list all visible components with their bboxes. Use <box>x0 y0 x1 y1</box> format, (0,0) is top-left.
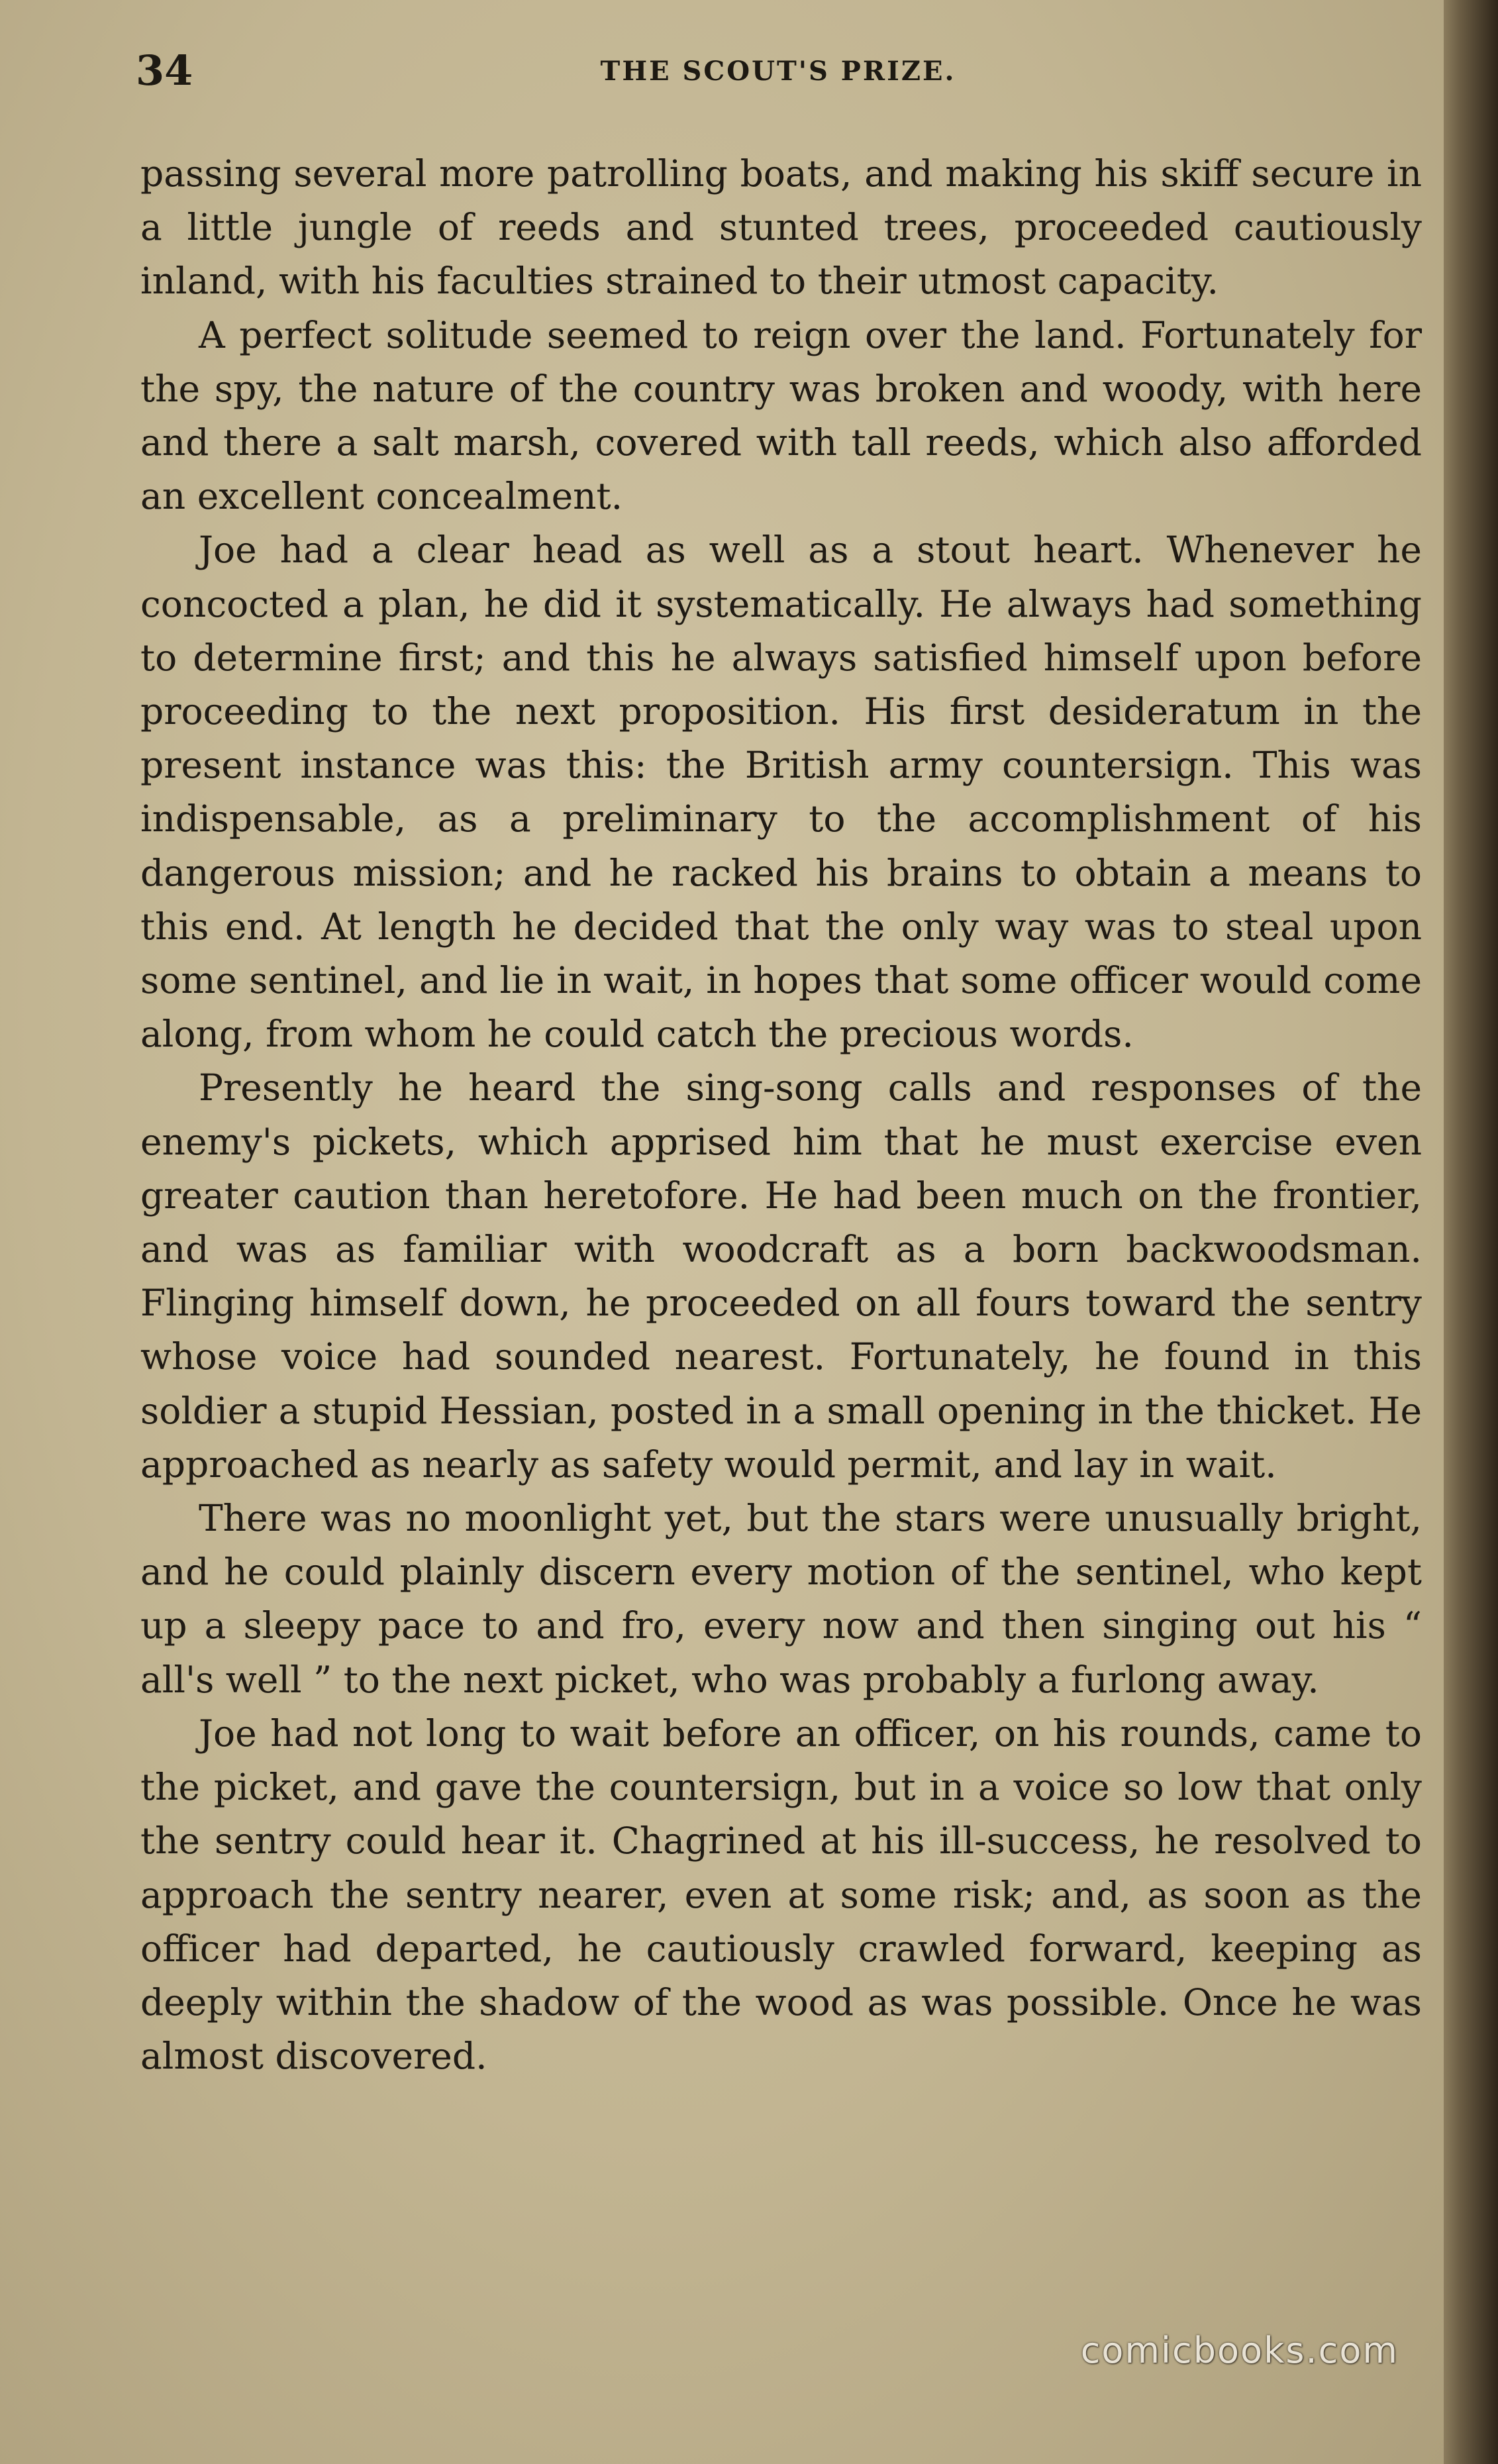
paragraph-6: Joe had not long to wait before an officer, on his rounds, came to the picket, and gave the countersign, but in a voice so low that only the sentry could hear it. Chagrined at his ill-success, he resolved to approach the sentry nearer, even at some risk; and, as soon as the officer had departed, he cautiously crawled forward, keeping as deeply within the shadow of the wood as was possible. Once he was almost discovered. <box>140 1712 1422 2078</box>
paragraph-1: passing several more patrolling boats, and making his skiff secure in a little jungle of reeds and stunted trees, proceeded cautiously inland, with his faculties strained to their utmost capacity. <box>140 152 1422 303</box>
paragraph-5: There was no moonlight yet, but the stars were unusually bright, and he could plainly discern every motion of the sentinel, who kept up a sleepy pace to and fro, every now and then singing out his “ all's well ” to the next picket, who was probably a furlong away. <box>140 1497 1422 1701</box>
page-number: 34 <box>136 46 193 95</box>
paragraph-4: Presently he heard the sing-song calls and responses of the enemy's pickets, which apprised him that he must exercise even greater caution than heretofore. He had been much on the frontier, and was as familiar with woodcraft as a born backwoodsman. Flinging himself down, he proceeded on all fours toward the sentry whose voice had sounded nearest. Fortunately, he found in this soldier a stupid Hessian, posted in a small opening in the thicket. He approached as nearly as safety would permit, and lay in wait. <box>140 1066 1422 1486</box>
page-edge <box>1444 0 1498 2464</box>
watermark: comicbooks.com <box>1080 2330 1399 2371</box>
running-head: THE SCOUT'S PRIZE. <box>600 56 956 87</box>
paragraph-3: Joe had a clear head as well as a stout heart. Whenever he concocted a plan, he did it systematically. He always had something to determine first; and this he always satisfied himself upon before proceeding to the next proposition. His first desideratum in the present instance was this: the British army countersign. This was indispensable, as a preliminary to the accomplishment of his dangerous mission; and he racked his brains to obtain a means to this end. At length he decided that the only way was to steal upon some sentinel, and lie in wait, in hopes that some officer would come along, from whom he could catch the precious words. <box>140 529 1422 1056</box>
page-header <box>136 46 1421 119</box>
paragraph-2: A perfect solitude seemed to reign over the land. Fortunately for the spy, the nature of the country was broken and woody, with here and there a salt marsh, covered with tall reeds, which also afforded an excellent concealment. <box>140 313 1422 518</box>
body-text <box>140 147 1422 2083</box>
